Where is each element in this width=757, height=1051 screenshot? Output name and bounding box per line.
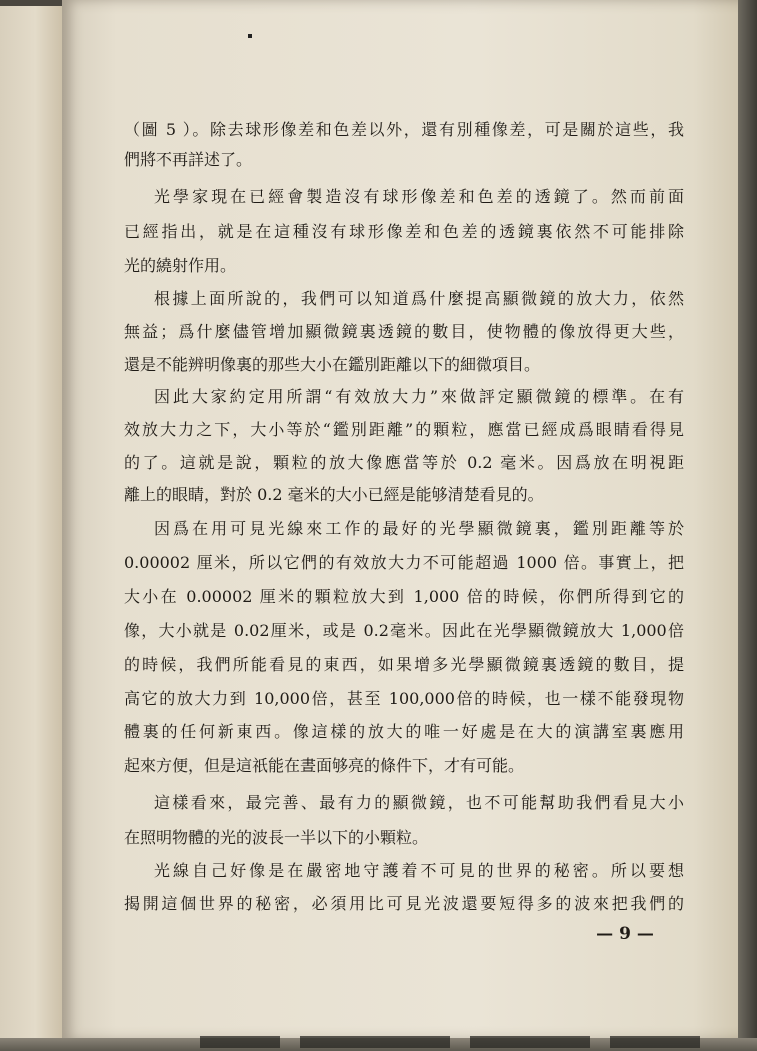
text-line: 因此大家約定用所謂“有效放大力”來做評定顯微鏡的標準。在有 <box>154 387 684 406</box>
text-line: 光線自己好像是在嚴密地守護着不可見的世界的秘密。所以要想 <box>154 861 684 880</box>
bleed-through-mark <box>470 1036 590 1048</box>
ink-dot <box>248 34 252 38</box>
text-line: 們將不再詳述了。 <box>124 150 253 169</box>
bleed-through-mark <box>610 1036 700 1048</box>
text-line: 無益；爲什麼儘管增加顯微鏡裏透鏡的數目，使物體的像放得更大些， <box>124 322 684 341</box>
bleed-through-mark <box>200 1036 280 1048</box>
right-page-edge <box>738 0 757 1051</box>
text-line: 體裏的任何新東西。像這樣的放大的唯一好處是在大的演講室裏應用 <box>124 722 684 741</box>
text-line: 的了。這就是說，顆粒的放大像應當等於 0.2 毫米。因爲放在明視距 <box>124 453 684 472</box>
text-line: 高它的放大力到 10,000倍，甚至 100,000倍的時候，也一樣不能發現物 <box>124 689 684 708</box>
text-line: 像，大小就是 0.02厘米，或是 0.2毫米。因此在光學顯微鏡放大 1,000倍 <box>124 621 684 640</box>
text-line: 光的繞射作用。 <box>124 256 237 275</box>
text-line: 這樣看來，最完善、最有力的顯微鏡，也不可能幫助我們看見大小 <box>154 793 684 812</box>
bleed-through-mark <box>300 1036 450 1048</box>
text-line: 大小在 0.00002 厘米的顆粒放大到 1,000 倍的時候，你們所得到它的 <box>124 587 684 606</box>
page-number: — 9 — <box>596 924 654 944</box>
text-line: 效放大力之下，大小等於“鑑別距離”的顆粒，應當已經成爲眼睛看得見 <box>124 420 684 439</box>
text-line: 根據上面所說的，我們可以知道爲什麼提高顯微鏡的放大力，依然 <box>154 289 684 308</box>
text-line: 光學家現在已經會製造沒有球形像差和色差的透鏡了。然而前面 <box>154 187 684 206</box>
left-page-edge <box>0 6 66 1046</box>
text-line: 已經指出，就是在這種沒有球形像差和色差的透鏡裏依然不可能排除 <box>124 222 684 241</box>
text-line: （圖 5 ）。除去球形像差和色差以外，還有別種像差，可是關於這些，我 <box>124 120 684 139</box>
text-line: 離上的眼睛，對於 0.2 毫米的大小已經是能够清楚看見的。 <box>124 485 544 504</box>
text-line: 起來方便，但是這祇能在晝面够亮的條件下，才有可能。 <box>124 756 525 775</box>
text-line: 因爲在用可見光線來工作的最好的光學顯微鏡裏，鑑別距離等於 <box>154 519 684 538</box>
text-line: 在照明物體的光的波長一半以下的小顆粒。 <box>124 828 429 847</box>
text-line: 0.00002 厘米，所以它們的有效放大力不可能超過 1000 倍。事實上，把 <box>124 553 684 572</box>
text-line: 的時候，我們所能看見的東西，如果增多光學顯微鏡裏透鏡的數目，提 <box>124 655 684 674</box>
text-line: 還是不能辨明像裏的那些大小在鑑別距離以下的細微項目。 <box>124 355 541 374</box>
text-line: 揭開這個世界的秘密，必須用比可見光波還要短得多的波來把我們的 <box>124 894 684 913</box>
